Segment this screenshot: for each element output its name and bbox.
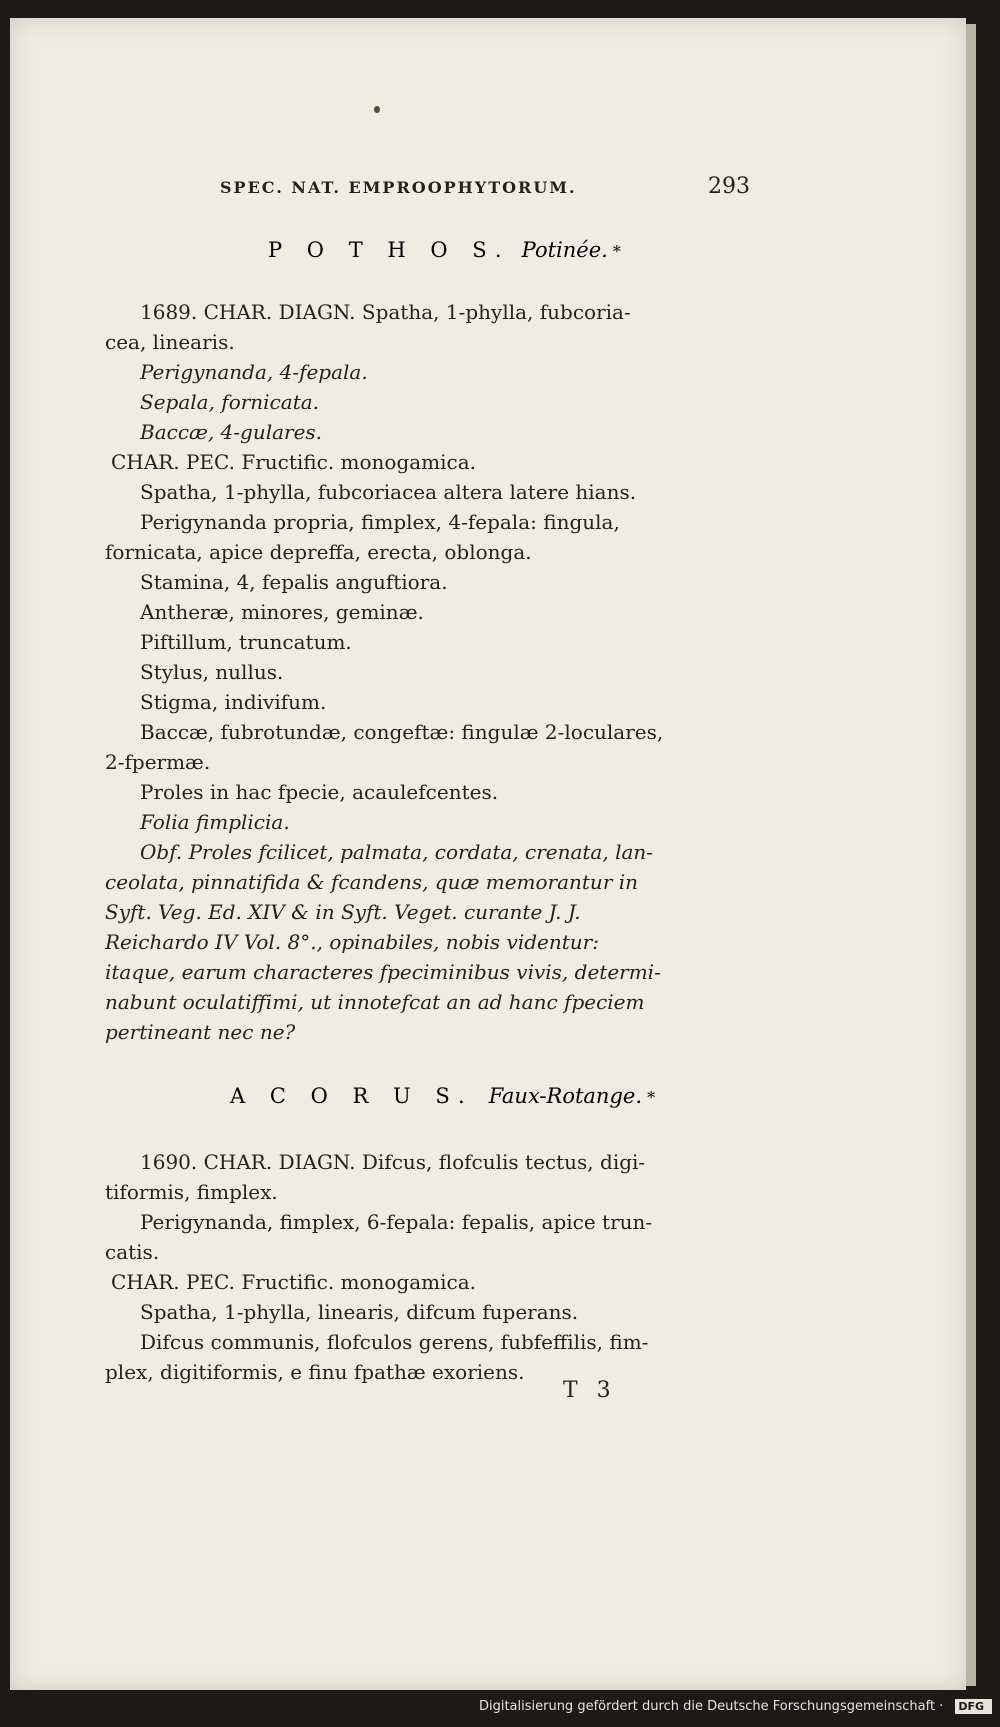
text-line: nabunt oculatiffimi, ut innotefcat an ad hanc fpeciem (105, 990, 645, 1014)
text-line: Reichardo IV Vol. 8°., opinabiles, nobis videntur: (105, 930, 599, 954)
text-line: plex, digitiformis, e finu fpathæ exoriens. (105, 1360, 525, 1384)
text-line: Spatha, 1-phylla, linearis, difcum fuperans. (140, 1300, 579, 1324)
text-line: Piftillum, truncatum. (140, 630, 352, 654)
genus-heading-acorus (230, 1082, 690, 1112)
page-header (220, 174, 750, 208)
footer-bar (0, 1696, 1000, 1718)
text-line: CHAR. PEC. Fructific. monogamica. (111, 1270, 477, 1294)
genus-french-name: Potinée. (521, 238, 608, 262)
text-line: tiformis, fimplex. (105, 1180, 278, 1204)
dfg-logo: DFG (955, 1699, 992, 1714)
text-line: Perigynanda propria, fimplex, 4-fepala: fingula, (140, 510, 620, 534)
text-line: Stigma, indivifum. (140, 690, 327, 714)
text-line: Spatha, 1-phylla, fubcoriacea altera latere hians. (140, 480, 637, 504)
page-number: 293 (708, 174, 750, 199)
text-line: 1689. CHAR. DIAGN. Spatha, 1-phylla, fubcoria- (140, 300, 631, 324)
text-line: Antheræ, minores, geminæ. (140, 600, 424, 624)
text-line: fornicata, apice depreffa, erecta, oblonga. (105, 540, 532, 564)
text-line: Obf. Proles fcilicet, palmata, cordata, crenata, lan- (140, 840, 654, 864)
text-line: Proles in hac fpecie, acaulefcentes. (140, 780, 499, 804)
text-line: Syft. Veg. Ed. XIV & in Syft. Veget. curante J. J. (105, 900, 581, 924)
text-line: cea, linearis. (105, 330, 235, 354)
ink-dot (374, 106, 380, 113)
text-line: Baccæ, fubrotundæ, congeftæ: fingulæ 2-loculares, (140, 720, 664, 744)
asterisk-icon: * (612, 242, 621, 261)
genus-title: P O T H O S. (268, 238, 511, 262)
text-line: Stylus, nullus. (140, 660, 284, 684)
text-line: Sepala, fornicata. (140, 390, 320, 414)
text-line: Folia fimplicia. (140, 810, 290, 834)
text-line: 1690. CHAR. DIAGN. Difcus, flofculis tectus, digi- (140, 1150, 646, 1174)
text-line: pertineant nec ne? (105, 1020, 296, 1044)
genus-french-name: Faux-Rotange. (488, 1084, 642, 1108)
signature-mark: T 3 (563, 1378, 617, 1403)
page-edge (966, 24, 976, 1686)
genus-heading-pothos (268, 236, 668, 266)
text-line: Baccæ, 4-gulares. (140, 420, 323, 444)
text-line: Perigynanda, fimplex, 6-fepala: fepalis, apice trun- (140, 1210, 653, 1234)
text-line: 2-fpermæ. (105, 750, 211, 774)
footer-credit (479, 1699, 1000, 1714)
text-line: catis. (105, 1240, 160, 1264)
text-line: itaque, earum characteres fpeciminibus vivis, determi- (105, 960, 661, 984)
genus-title: A C O R U S. (230, 1084, 474, 1108)
asterisk-icon: * (647, 1088, 656, 1107)
running-head: SPEC. NAT. EMPROOPHYTORUM. (220, 178, 577, 197)
text-line: Difcus communis, flofculos gerens, fubfeffilis, fim- (140, 1330, 649, 1354)
footer-credit-text: Digitalisierung gefördert durch die Deutsche Forschungsgemeinschaft · (478, 1699, 944, 1714)
text-line: Perigynanda, 4-fepala. (140, 360, 368, 384)
text-line: CHAR. PEC. Fructific. monogamica. (111, 450, 477, 474)
text-line: ceolata, pinnatifida & fcandens, quæ memorantur in (105, 870, 639, 894)
text-line: Stamina, 4, fepalis anguftiora. (140, 570, 448, 594)
